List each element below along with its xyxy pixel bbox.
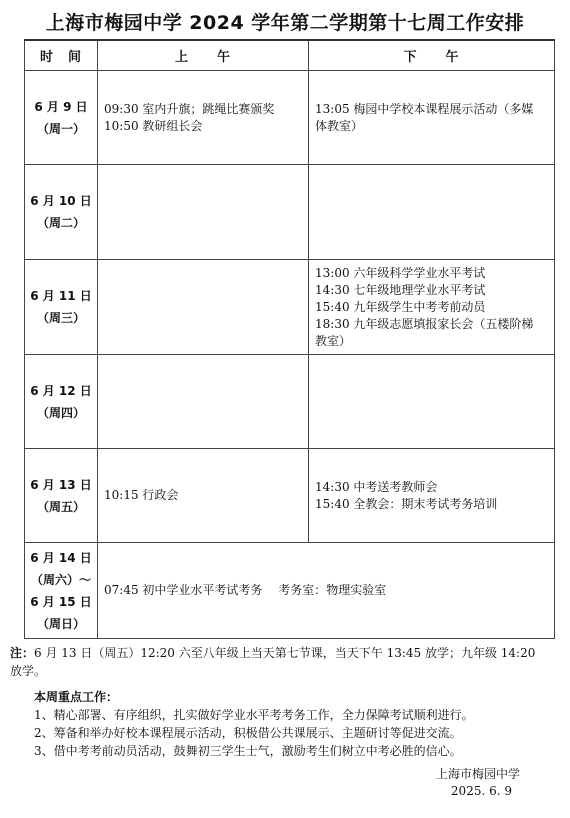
schedule-table [24,39,555,639]
morning-cell [98,165,309,260]
morning-cell [98,355,309,449]
schedule-entry: 体教室） [315,118,364,133]
table-row [25,71,555,165]
day-date: 6 月 12 日 [30,383,92,398]
morning-cell [98,449,309,543]
schedule-entry: 14:30 中考送考教师会 [315,479,438,494]
schedule-entry: 15:40 全教会：期末考试考务培训 [315,496,498,511]
weekly-focus-heading: 本周重点工作： [34,690,119,704]
table-row [25,449,555,543]
day-date: 6 月 11 日 [30,289,92,303]
table-row [25,260,555,355]
table-row-weekend [25,543,555,639]
focus-item: 1、精心部署、有序组织，扎实做好学业水平考考务工作，全力保障考试顺利进行。 [34,708,474,722]
day-date: 6 月 10 日 [30,194,92,208]
day-cell [25,71,98,165]
weekend-schedule-text: 07:45 初中学业水平考试考务 考务室：物理实验室 [104,583,387,597]
note-label: 注： [10,646,35,660]
page-title: 上海市梅园中学 2024 学年第二学期第十七周工作安排 [45,12,525,34]
day-cell [25,165,98,260]
schedule-entry: 10:50 教研组长会 [104,118,203,133]
afternoon-cell [309,355,555,449]
weekend-date-end: 6 月 15 日 [30,594,92,609]
table-row [25,165,555,260]
day-weekday: （周二） [36,216,85,230]
day-cell [25,449,98,543]
header-time: 时 间 [25,40,98,71]
weekend-weekday-start: （周六）～ [30,572,91,587]
schedule-note [10,644,550,680]
schedule-entry: 13:00 六年级科学学业水平考试 [315,265,486,280]
day-weekday: （周四） [36,405,85,420]
focus-item: 2、筹备和举办好校本课程展示活动，积极借公共课展示、主题研讨等促进交流。 [34,726,462,740]
weekly-focus-list [34,706,554,760]
weekend-date-start: 6 月 14 日 [30,550,92,565]
afternoon-cell [309,260,555,355]
signature-org: 上海市梅园中学 [435,767,520,781]
schedule-entry: 教室） [315,333,352,348]
day-date: 6 月 13 日 [30,477,92,492]
afternoon-cell [309,449,555,543]
table-header-row [25,40,555,71]
weekend-schedule-cell [98,543,555,639]
note-text: 6 月 13 日（周五）12:20 六至八年级上当天第七节课，当天下午 13:45 放学；九年级 14:20 放学。 [10,646,536,678]
morning-cell [98,71,309,165]
day-cell [25,260,98,355]
signature-block [436,766,520,800]
schedule-entry: 15:40 九年级学生中考考前动员 [315,299,486,314]
schedule-entry: 14:30 七年级地理学业水平考试 [315,282,486,297]
header-afternoon: 下 午 [309,40,555,71]
afternoon-cell [309,71,555,165]
header-morning: 上 午 [98,40,309,71]
day-weekday: （周五） [36,499,85,514]
day-cell-weekend [25,543,98,639]
day-weekday: （周三） [36,311,85,325]
day-cell [25,355,98,449]
morning-cell [98,260,309,355]
table-row [25,355,555,449]
schedule-entry: 09:30 室内升旗；跳绳比赛颁奖 [104,101,275,116]
weekend-weekday-end: （周日） [36,616,85,631]
signature-date: 2025. 6. 9 [450,784,512,798]
afternoon-cell [309,165,555,260]
focus-item: 3、借中考考前动员活动，鼓舞初三学生士气，激励考生们树立中考必胜的信心。 [34,744,462,758]
schedule-entry: 18:30 九年级志愿填报家长会（五楼阶梯 [315,316,534,331]
day-date: 6 月 9 日 [34,99,88,114]
day-weekday: （周一） [36,121,85,136]
schedule-entry: 10:15 行政会 [104,488,179,502]
schedule-entry: 13:05 梅园中学校本课程展示活动（多媒 [315,101,534,116]
